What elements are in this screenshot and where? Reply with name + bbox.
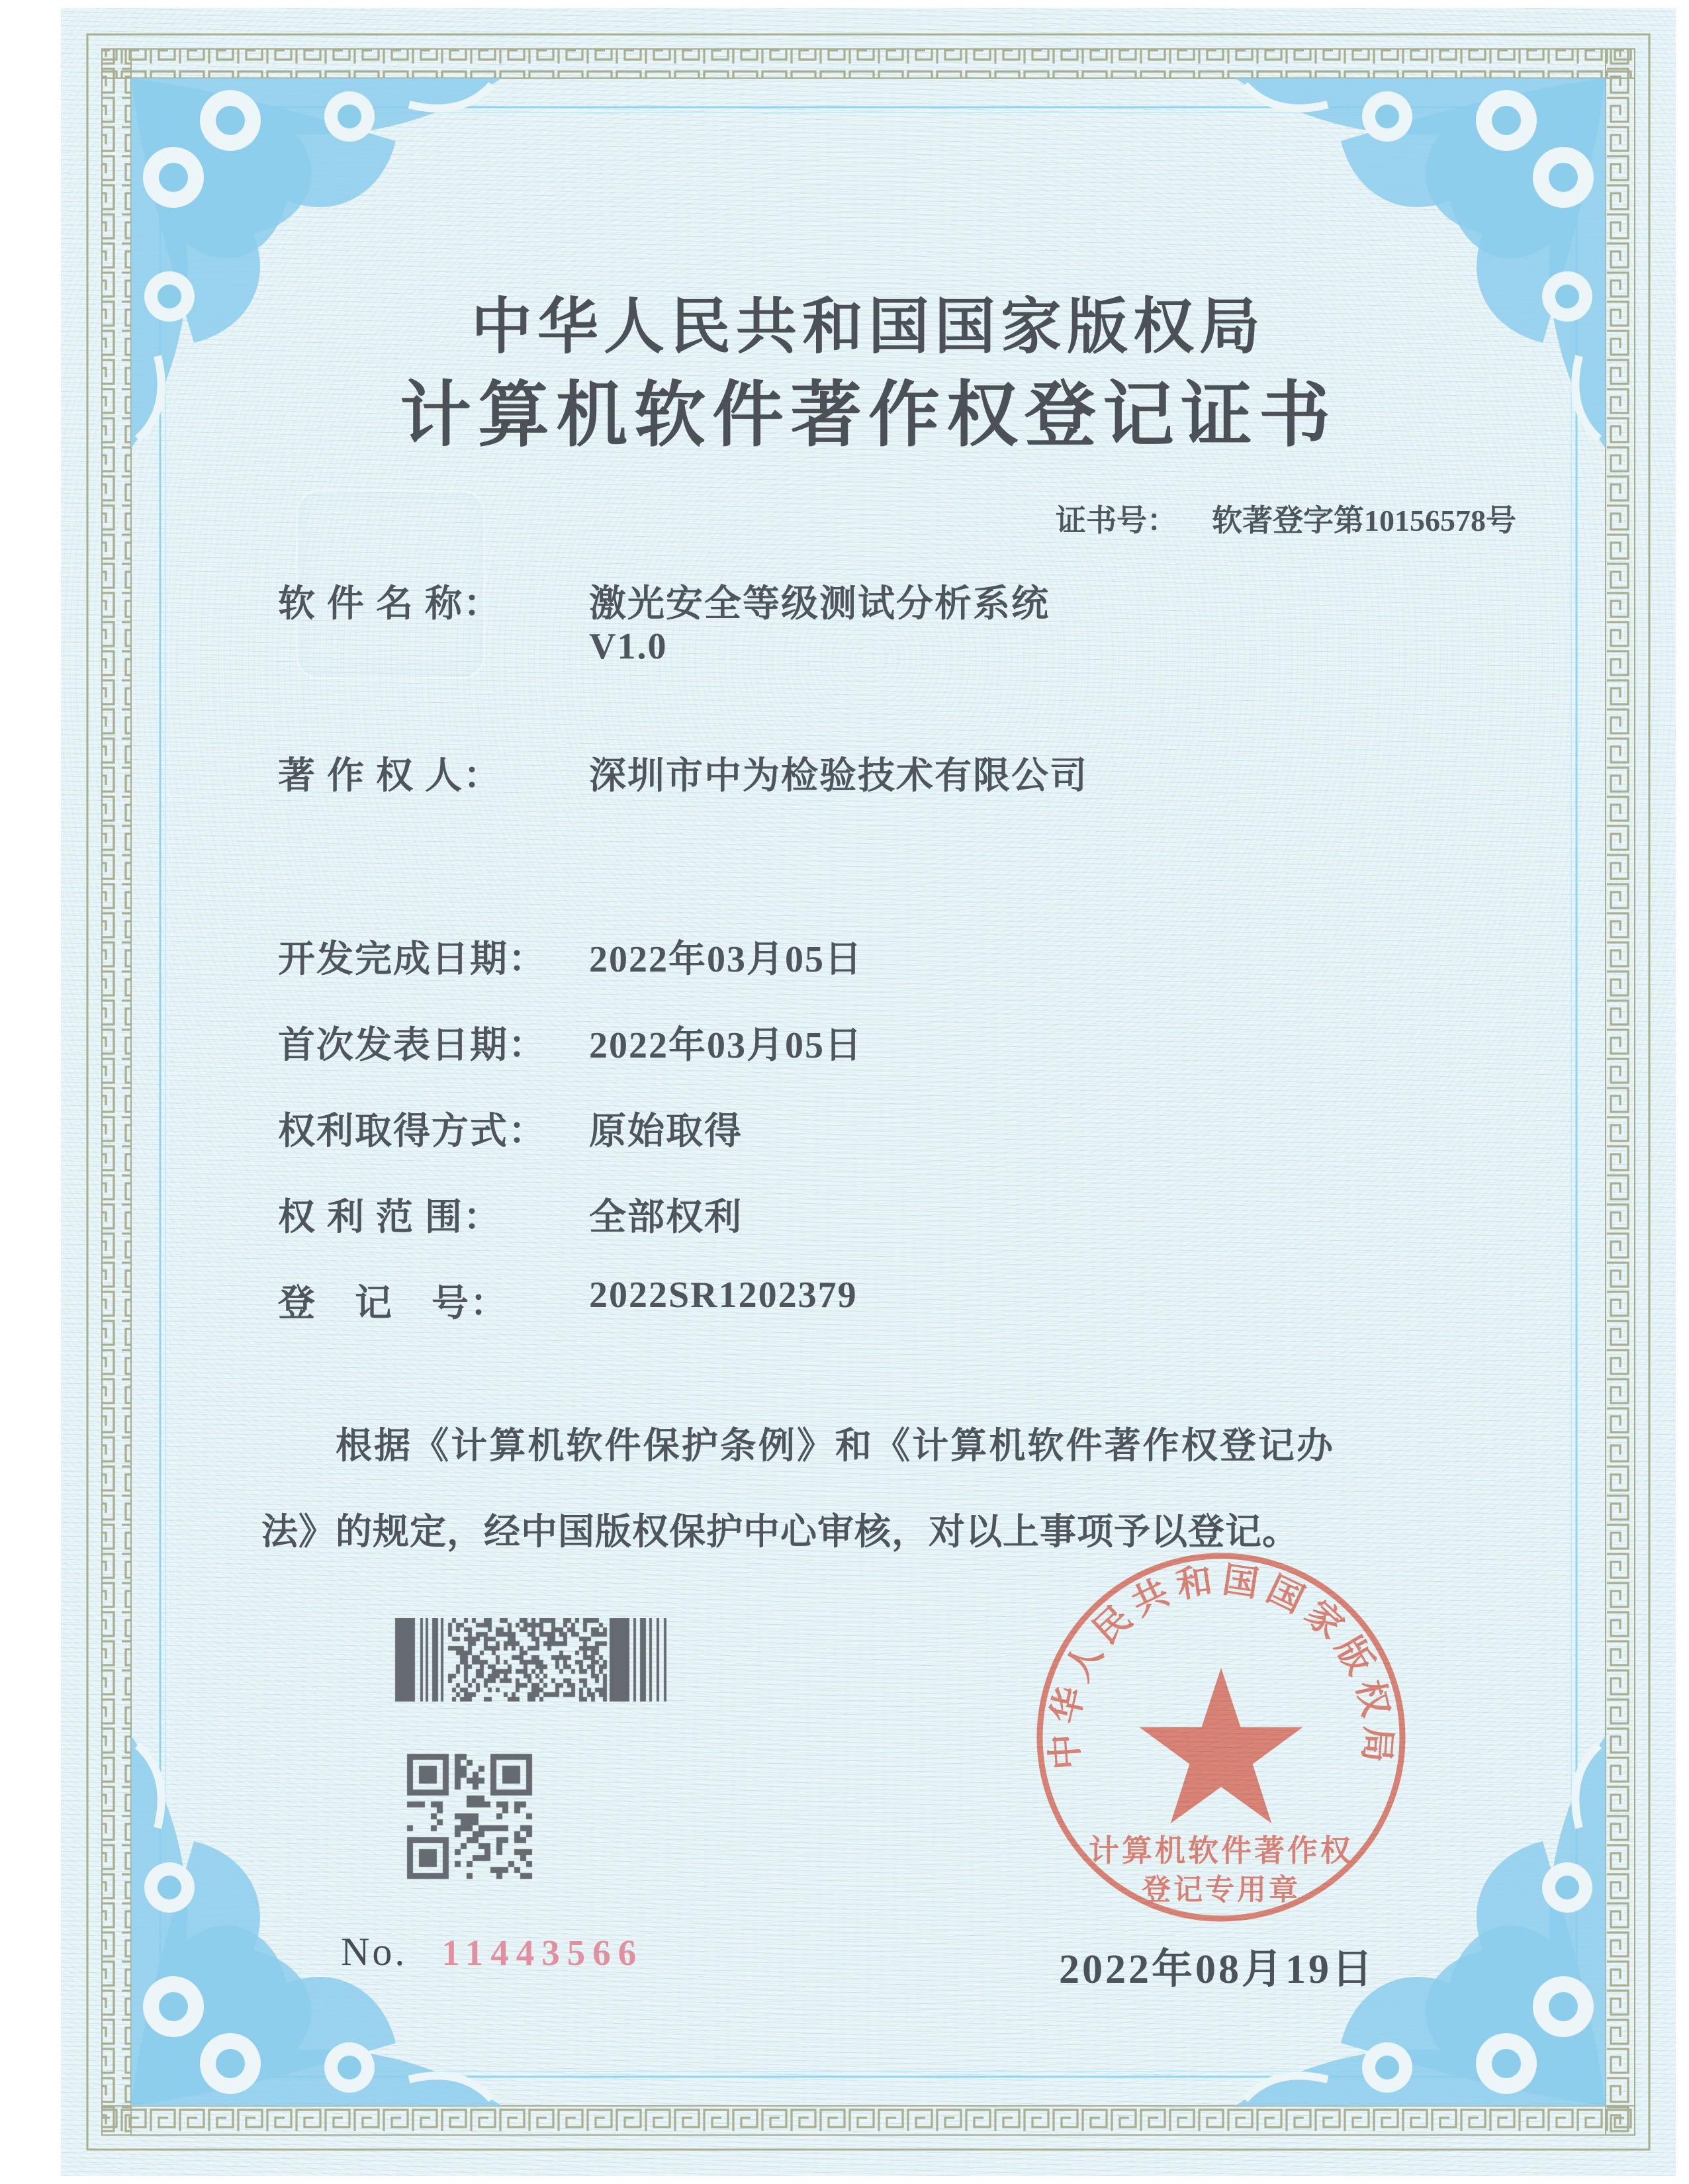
field-first-publish-date <box>278 1016 863 1069</box>
field-value: 全部权利 <box>589 1197 743 1238</box>
seal-star-icon <box>1139 1668 1302 1823</box>
field-software-version <box>278 625 667 668</box>
field-value: 激光安全等级测试分析系统 <box>589 584 1050 625</box>
certificate-number-label: 证书号： <box>1056 504 1177 537</box>
official-seal <box>1023 1535 1420 1933</box>
field-label-spacer <box>278 625 589 668</box>
field-software-name <box>278 574 1050 627</box>
field-label: 登 记 号： <box>278 1283 508 1324</box>
issue-date: 2022年08月19日 <box>1059 1947 1376 1992</box>
field-value: 原始取得 <box>589 1111 743 1152</box>
seal-line1: 计算机软件著作权 <box>1089 1834 1353 1868</box>
certificate-number-row <box>1056 496 1516 540</box>
field-label: 权利取得方式： <box>278 1111 547 1152</box>
field-label: 权 利 范 围： <box>278 1197 502 1238</box>
seal-ring-textpath: 中华人民共和国国家版权局 <box>1044 1559 1398 1771</box>
field-registration-no <box>278 1274 858 1327</box>
field-label: 开发完成日期： <box>278 939 547 980</box>
certificate-number-value: 软著登字第10156578号 <box>1212 504 1516 537</box>
field-rights-acquisition <box>278 1102 743 1155</box>
registration-statement: 根据《计算机软件保护条例》和《计算机软件著作权登记办法》的规定，经中国版权保护中心审核，对以上事项予以登记。 <box>261 1426 1334 1552</box>
field-value: 2022SR1202379 <box>589 1275 858 1316</box>
seal-line2: 登记专用章 <box>1142 1874 1301 1906</box>
certificate-content <box>61 8 1676 2176</box>
qr-code <box>404 1751 535 1882</box>
field-rights-scope <box>278 1188 743 1241</box>
serial-number-value: 11443566 <box>441 1933 644 1973</box>
field-value: V1.0 <box>589 626 668 667</box>
field-label: 软 件 名 称： <box>278 584 502 625</box>
authority-title: 中华人民共和国国家版权局 <box>471 293 1265 361</box>
field-value: 2022年03月05日 <box>589 939 863 980</box>
field-dev-complete-date <box>278 930 863 983</box>
field-label: 首次发表日期： <box>278 1025 547 1066</box>
field-value: 深圳市中为检验技术有限公司 <box>589 756 1088 797</box>
serial-number-label: No. <box>341 1930 408 1974</box>
field-value: 2022年03月05日 <box>589 1025 863 1066</box>
serial-number-row <box>341 1929 643 1975</box>
barcode-2d <box>394 1618 668 1702</box>
certificate-title: 计算机软件著作权登记证书 <box>399 377 1337 455</box>
field-copyright-owner <box>278 747 1088 799</box>
field-label: 著 作 权 人： <box>278 756 502 797</box>
